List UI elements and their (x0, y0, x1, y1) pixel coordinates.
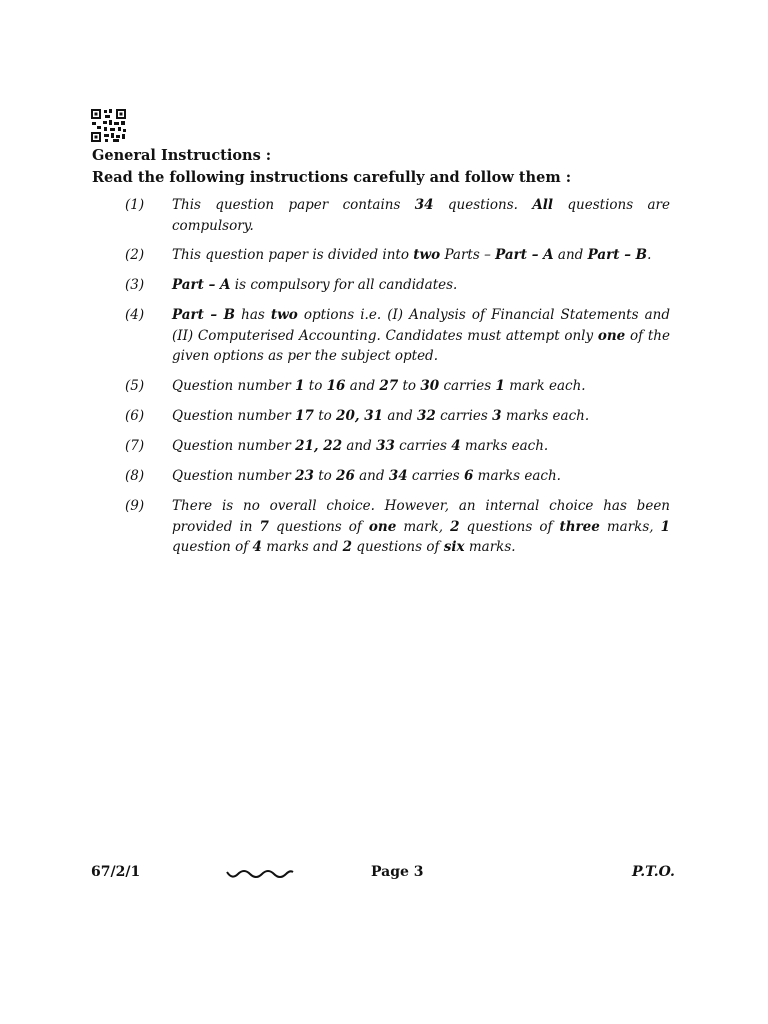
instruction-text (172, 436, 670, 457)
instruction-fragment: of the given options as per the subject opted. (172, 327, 670, 364)
emphasis-text: Part – A (495, 247, 554, 263)
emphasis-text: 20, 31 (336, 408, 384, 424)
instruction-fragment: There is no overall choice. However, an internal choice has been provided in (172, 498, 670, 535)
emphasis-text: 27 (379, 378, 399, 394)
emphasis-text: one (368, 518, 397, 535)
instruction-fragment: Question number (172, 408, 296, 424)
qr-code (91, 109, 126, 142)
emphasis-text: 26 (336, 468, 355, 484)
emphasis-text: Part – A (172, 277, 231, 293)
instruction-number: (7) (125, 438, 145, 454)
emphasis-text: 2 (342, 539, 353, 555)
emphasis-text: Part – B (587, 247, 648, 263)
emphasis-text: 1 (660, 518, 670, 535)
emphasis-text: one (597, 327, 626, 344)
emphasis-text: 4 (451, 438, 461, 454)
page-number: Page 3 (371, 864, 424, 880)
instruction-fragment: Question number (172, 378, 296, 394)
instruction-fragment: carries (407, 468, 464, 484)
instruction-fragment: carries (439, 378, 496, 394)
instruction-fragment: mark, (396, 518, 451, 535)
instruction-fragment: is compulsory for all candidates. (230, 277, 458, 293)
instruction-text (172, 195, 670, 236)
instruction-fragment: to (313, 408, 337, 424)
instruction-fragment: and (354, 468, 389, 484)
emphasis-text: 33 (376, 438, 395, 454)
emphasis-text: 3 (492, 408, 502, 424)
instruction-number: (3) (125, 277, 145, 293)
emphasis-text: 17 (295, 408, 314, 424)
emphasis-text: 23 (295, 468, 314, 484)
emphasis-text: six (443, 539, 465, 555)
instruction-fragment: questions of (459, 518, 560, 535)
emphasis-text: two (270, 307, 298, 323)
instruction-fragment: mark each. (504, 378, 586, 394)
emphasis-text: 21, 22 (295, 438, 343, 454)
emphasis-text: 2 (450, 518, 460, 535)
instruction-text (172, 376, 670, 397)
instruction-fragment: and (342, 438, 377, 454)
instruction-fragment: to (398, 378, 421, 394)
emphasis-text: Part – B (172, 307, 236, 323)
emphasis-text: 34 (414, 197, 434, 213)
instruction-fragment: carries (435, 408, 493, 424)
instruction-fragment: questions are compulsory. (172, 197, 670, 234)
instruction-fragment: This question paper is divided into (172, 247, 414, 263)
pto-label: P.T.O. (632, 864, 675, 880)
instruction-fragment: marks and (261, 539, 343, 555)
instruction-fragment: carries (394, 438, 452, 454)
instruction-fragment: questions. (433, 197, 533, 213)
emphasis-text: three (559, 518, 600, 535)
instruction-fragment: has (235, 307, 271, 323)
emphasis-text: two (413, 247, 441, 263)
instruction-text (172, 275, 670, 296)
instruction-number: (5) (125, 378, 145, 394)
emphasis-text: 4 (252, 539, 262, 555)
instruction-fragment: and (345, 378, 380, 394)
instruction-fragment: marks each. (473, 468, 561, 484)
instruction-fragment: marks each. (501, 408, 590, 424)
instruction-number: (6) (125, 408, 145, 424)
instruction-number: (9) (125, 498, 145, 514)
instruction-fragment: to (304, 378, 327, 394)
wave-ornament-icon (226, 866, 294, 882)
instruction-number: (4) (125, 307, 145, 323)
instruction-fragment: questions of (352, 539, 444, 555)
instruction-text (172, 466, 670, 487)
instruction-fragment: marks each. (460, 438, 549, 454)
emphasis-text: 16 (326, 378, 346, 394)
instruction-fragment: marks, (599, 518, 661, 535)
instruction-fragment: marks. (464, 539, 516, 555)
instruction-fragment: options i.e. (I) Analysis of Financial Statements and (II) Computerised Accounting. Candidates must attempt only (172, 307, 670, 344)
instruction-number: (1) (125, 197, 145, 213)
instruction-text (172, 406, 670, 427)
emphasis-text: 1 (495, 378, 505, 394)
emphasis-text: 30 (420, 378, 440, 394)
instruction-fragment: Parts – (440, 247, 496, 263)
instructions-subheading: Read the following instructions carefully and follow them : (92, 169, 572, 186)
instruction-fragment: . (647, 247, 652, 263)
instruction-number: (8) (125, 468, 145, 484)
emphasis-text: 34 (388, 468, 408, 484)
emphasis-text: All (532, 197, 554, 213)
instruction-fragment: Question number (172, 468, 296, 484)
general-instructions-heading: General Instructions : (92, 147, 272, 164)
emphasis-text: 32 (417, 408, 436, 424)
instruction-text (172, 245, 670, 266)
paper-code: 67/2/1 (91, 864, 141, 880)
instruction-fragment: and (553, 247, 588, 263)
instruction-fragment: Question number (172, 438, 296, 454)
instruction-fragment: question of (172, 539, 253, 555)
emphasis-text: 7 (259, 518, 269, 535)
instruction-text (172, 496, 670, 558)
emphasis-text: 6 (463, 468, 474, 484)
instruction-number: (2) (125, 247, 145, 263)
instruction-fragment: questions of (268, 518, 369, 535)
emphasis-text: 1 (295, 378, 305, 394)
instruction-fragment: This question paper contains (172, 197, 415, 213)
instruction-fragment: and (383, 408, 417, 424)
instruction-fragment: to (313, 468, 337, 484)
instruction-text (172, 305, 670, 367)
